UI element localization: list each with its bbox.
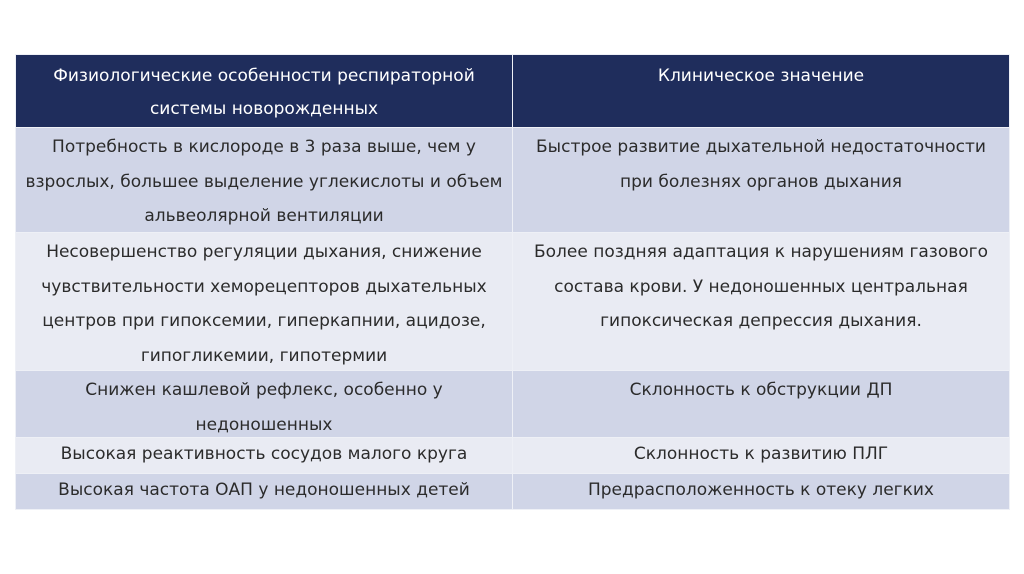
- table-row-5-feature: Высокая частота ОАП у недоношенных детей: [16, 474, 512, 509]
- table-row-4-feature: Высокая реактивность сосудов малого круга: [16, 438, 512, 473]
- table-row-1-feature: Потребность в кислороде в 3 раза выше, чем у взрослых, большее выделение углекислоты и объем альвеолярной вентиляции: [16, 128, 512, 232]
- header-physiology-features: Физиологические особенности респираторной системы новорожденных: [16, 55, 512, 127]
- table-row-5-significance: Предрасположенность к отеку легких: [513, 474, 1009, 509]
- table-row-3-significance: Склонность к обструкции ДП: [513, 371, 1009, 437]
- header-clinical-significance: Клиническое значение: [513, 55, 1009, 127]
- table-row-3-feature: Снижен кашлевой рефлекс, особенно у недоношенных: [16, 371, 512, 437]
- table-row-1-significance: Быстрое развитие дыхательной недостаточности при болезнях органов дыхания: [513, 128, 1009, 232]
- table-row-2-significance: Более поздняя адаптация к нарушениям газового состава крови. У недоношенных центральная гипоксическая депрессия дыхания.: [513, 233, 1009, 370]
- table-row-2-feature: Несовершенство регуляции дыхания, снижение чувствительности хеморецепторов дыхательных центров при гипоксемии, гиперкапнии, ацидозе, гипогликемии, гипотермии: [16, 233, 512, 370]
- table-row-4-significance: Склонность к развитию ПЛГ: [513, 438, 1009, 473]
